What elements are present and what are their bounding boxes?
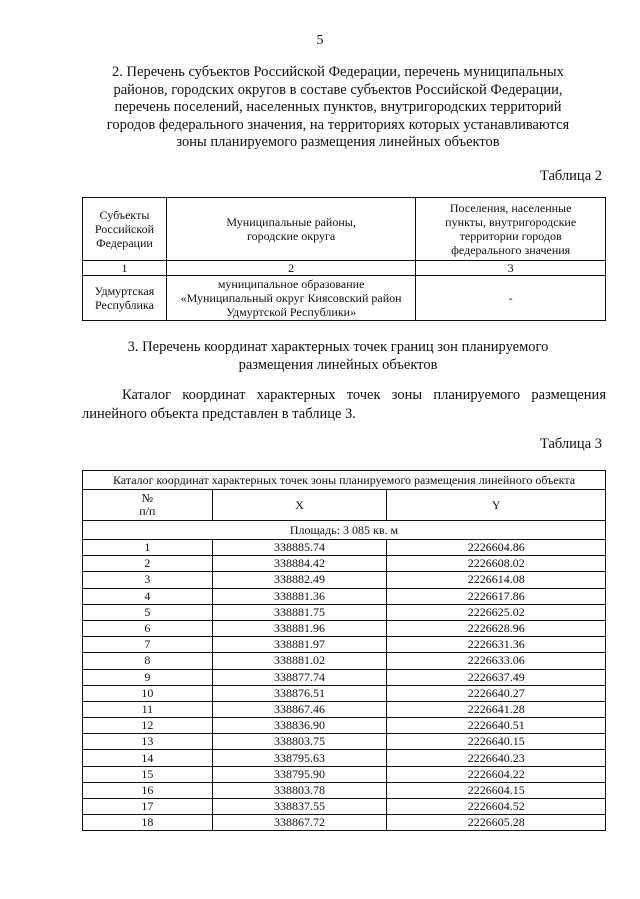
- table-row: [83, 701, 606, 717]
- cell-number: 14: [83, 750, 213, 766]
- title-line: перечень поселений, населенных пунктов, внутригородских территорий: [114, 99, 562, 115]
- column-number: 3: [416, 261, 606, 276]
- table-row: [83, 815, 606, 831]
- cell-y: 2226604.22: [387, 766, 606, 782]
- cell-number: 17: [83, 799, 213, 815]
- cell-x: 338795.90: [212, 766, 387, 782]
- cell-number: 7: [83, 637, 213, 653]
- cell-y: 2226617.86: [387, 588, 606, 604]
- title-line: зоны планируемого размещения линейных объектов: [176, 134, 500, 150]
- section-3-title: [88, 339, 588, 374]
- table-row: [83, 766, 606, 782]
- cell-x: 338837.55: [212, 799, 387, 815]
- title-line: 3. Перечень координат характерных точек границ зон планируемого: [127, 339, 549, 355]
- cell-y: 2226640.27: [387, 685, 606, 701]
- table-3-header-row: [83, 490, 606, 521]
- column-number: 1: [83, 261, 167, 276]
- header-line: №: [141, 491, 154, 505]
- cell-subject: [83, 276, 167, 321]
- cell-x: 338881.96: [212, 620, 387, 636]
- header-line: городские округа: [247, 229, 336, 243]
- cell-number: 6: [83, 620, 213, 636]
- table-row: [83, 588, 606, 604]
- table-2: [82, 197, 606, 321]
- cell-line: муниципальное образование: [217, 277, 365, 291]
- table-row: [83, 572, 606, 588]
- cell-x: 338877.74: [212, 669, 387, 685]
- title-line: 2. Перечень субъектов Российской Федерации, перечень муниципальных: [112, 64, 564, 80]
- cell-y: 2226605.28: [387, 815, 606, 831]
- table-2-caption: Таблица 2: [539, 168, 602, 184]
- cell-x: 338795.63: [212, 750, 387, 766]
- cell-line: Республика: [94, 298, 154, 312]
- area-cell: Площадь: 3 085 кв. м: [83, 521, 606, 540]
- cell-number: 2: [83, 556, 213, 572]
- cell-number: 10: [83, 685, 213, 701]
- header-line: Субъекты: [99, 208, 150, 222]
- header-line: Муниципальные районы,: [226, 215, 356, 229]
- cell-x: 338881.97: [212, 637, 387, 653]
- cell-y: 2226640.15: [387, 734, 606, 750]
- header-y: Y: [387, 490, 606, 521]
- cell-y: 2226608.02: [387, 556, 606, 572]
- table-row: [83, 734, 606, 750]
- cell-line: Удмуртская: [94, 284, 155, 298]
- cell-y: 2226631.36: [387, 637, 606, 653]
- page-number: 5: [316, 33, 324, 48]
- table-3-title-cell: Каталог координат характерных точек зоны планируемого размещения линейного объекта: [83, 471, 606, 490]
- cell-y: 2226604.15: [387, 782, 606, 798]
- cell-x: 338803.75: [212, 734, 387, 750]
- table-row: [83, 276, 606, 321]
- table-row: [83, 604, 606, 620]
- header-number: [83, 490, 213, 521]
- header-line: Российской: [94, 222, 155, 236]
- cell-municipality: [166, 276, 415, 321]
- table-3-caption: Таблица 3: [539, 436, 602, 452]
- header-settlements: [416, 198, 606, 261]
- cell-y: 2226625.02: [387, 604, 606, 620]
- cell-x: 338881.36: [212, 588, 387, 604]
- cell-y: 2226640.51: [387, 718, 606, 734]
- table-3: [82, 470, 606, 831]
- table-row: [83, 637, 606, 653]
- cell-x: 338881.02: [212, 653, 387, 669]
- cell-x: 338867.46: [212, 701, 387, 717]
- cell-number: 13: [83, 734, 213, 750]
- cell-y: 2226628.96: [387, 620, 606, 636]
- section-2-title: [88, 64, 588, 152]
- cell-line: «Муниципальный округ Киясовский район: [180, 291, 402, 305]
- cell-number: 4: [83, 588, 213, 604]
- cell-y: 2226604.52: [387, 799, 606, 815]
- cell-y: 2226604.86: [387, 540, 606, 556]
- header-line: Федерации: [96, 236, 153, 250]
- title-line: городов федерального значения, на территориях которых устанавливаются: [106, 116, 570, 133]
- cell-x: 338836.90: [212, 718, 387, 734]
- cell-y: 2226637.49: [387, 669, 606, 685]
- title-line: районов, городских округов в составе субъектов Российской Федерации,: [113, 81, 563, 98]
- column-number: 2: [166, 261, 415, 276]
- cell-x: 338876.51: [212, 685, 387, 701]
- table-row: [83, 685, 606, 701]
- cell-number: 3: [83, 572, 213, 588]
- cell-number: 16: [83, 782, 213, 798]
- header-line: Поселения, населенные: [449, 201, 572, 215]
- cell-settlement: [416, 276, 606, 321]
- cell-x: 338882.49: [212, 572, 387, 588]
- table-row: [83, 750, 606, 766]
- cell-number: 1: [83, 540, 213, 556]
- table-3-area-row: [83, 521, 606, 540]
- coordinates-body: [83, 540, 606, 831]
- cell-x: 338884.42: [212, 556, 387, 572]
- cell-y: 2226614.08: [387, 572, 606, 588]
- table-row: [83, 540, 606, 556]
- cell-number: 18: [83, 815, 213, 831]
- table-2-column-numbers: [83, 261, 606, 276]
- title-line: размещения линейных объектов: [238, 356, 438, 373]
- cell-number: 9: [83, 669, 213, 685]
- cell-line: Удмуртской Республики»: [226, 305, 357, 319]
- cell-number: 5: [83, 604, 213, 620]
- cell-x: 338885.74: [212, 540, 387, 556]
- cell-number: 12: [83, 718, 213, 734]
- table-row: [83, 653, 606, 669]
- table-row: [83, 782, 606, 798]
- cell-y: 2226641.28: [387, 701, 606, 717]
- cell-x: 338803.78: [212, 782, 387, 798]
- cell-number: 8: [83, 653, 213, 669]
- header-subjects: [83, 198, 167, 261]
- table-row: [83, 556, 606, 572]
- table-3-caption-row: [83, 471, 606, 490]
- cell-x: 338867.72: [212, 815, 387, 831]
- cell-y: 2226640.23: [387, 750, 606, 766]
- header-municipal-districts: [166, 198, 415, 261]
- table-row: [83, 718, 606, 734]
- header-line: п/п: [139, 504, 156, 518]
- cell-line: -: [508, 291, 513, 305]
- catalog-paragraph: Каталог координат характерных точек зоны планируемого размещения линейного объекта представлен в таблице 3.: [82, 387, 606, 422]
- table-row: [83, 620, 606, 636]
- header-line: федерального значения: [451, 243, 571, 257]
- header-x: X: [212, 490, 387, 521]
- header-line: пункты, внутригородские: [445, 215, 577, 229]
- table-row: [83, 669, 606, 685]
- table-row: [83, 799, 606, 815]
- cell-x: 338881.75: [212, 604, 387, 620]
- header-line: территории городов: [459, 229, 562, 243]
- table-2-header-row: [83, 198, 606, 261]
- cell-number: 15: [83, 766, 213, 782]
- cell-y: 2226633.06: [387, 653, 606, 669]
- cell-number: 11: [83, 701, 213, 717]
